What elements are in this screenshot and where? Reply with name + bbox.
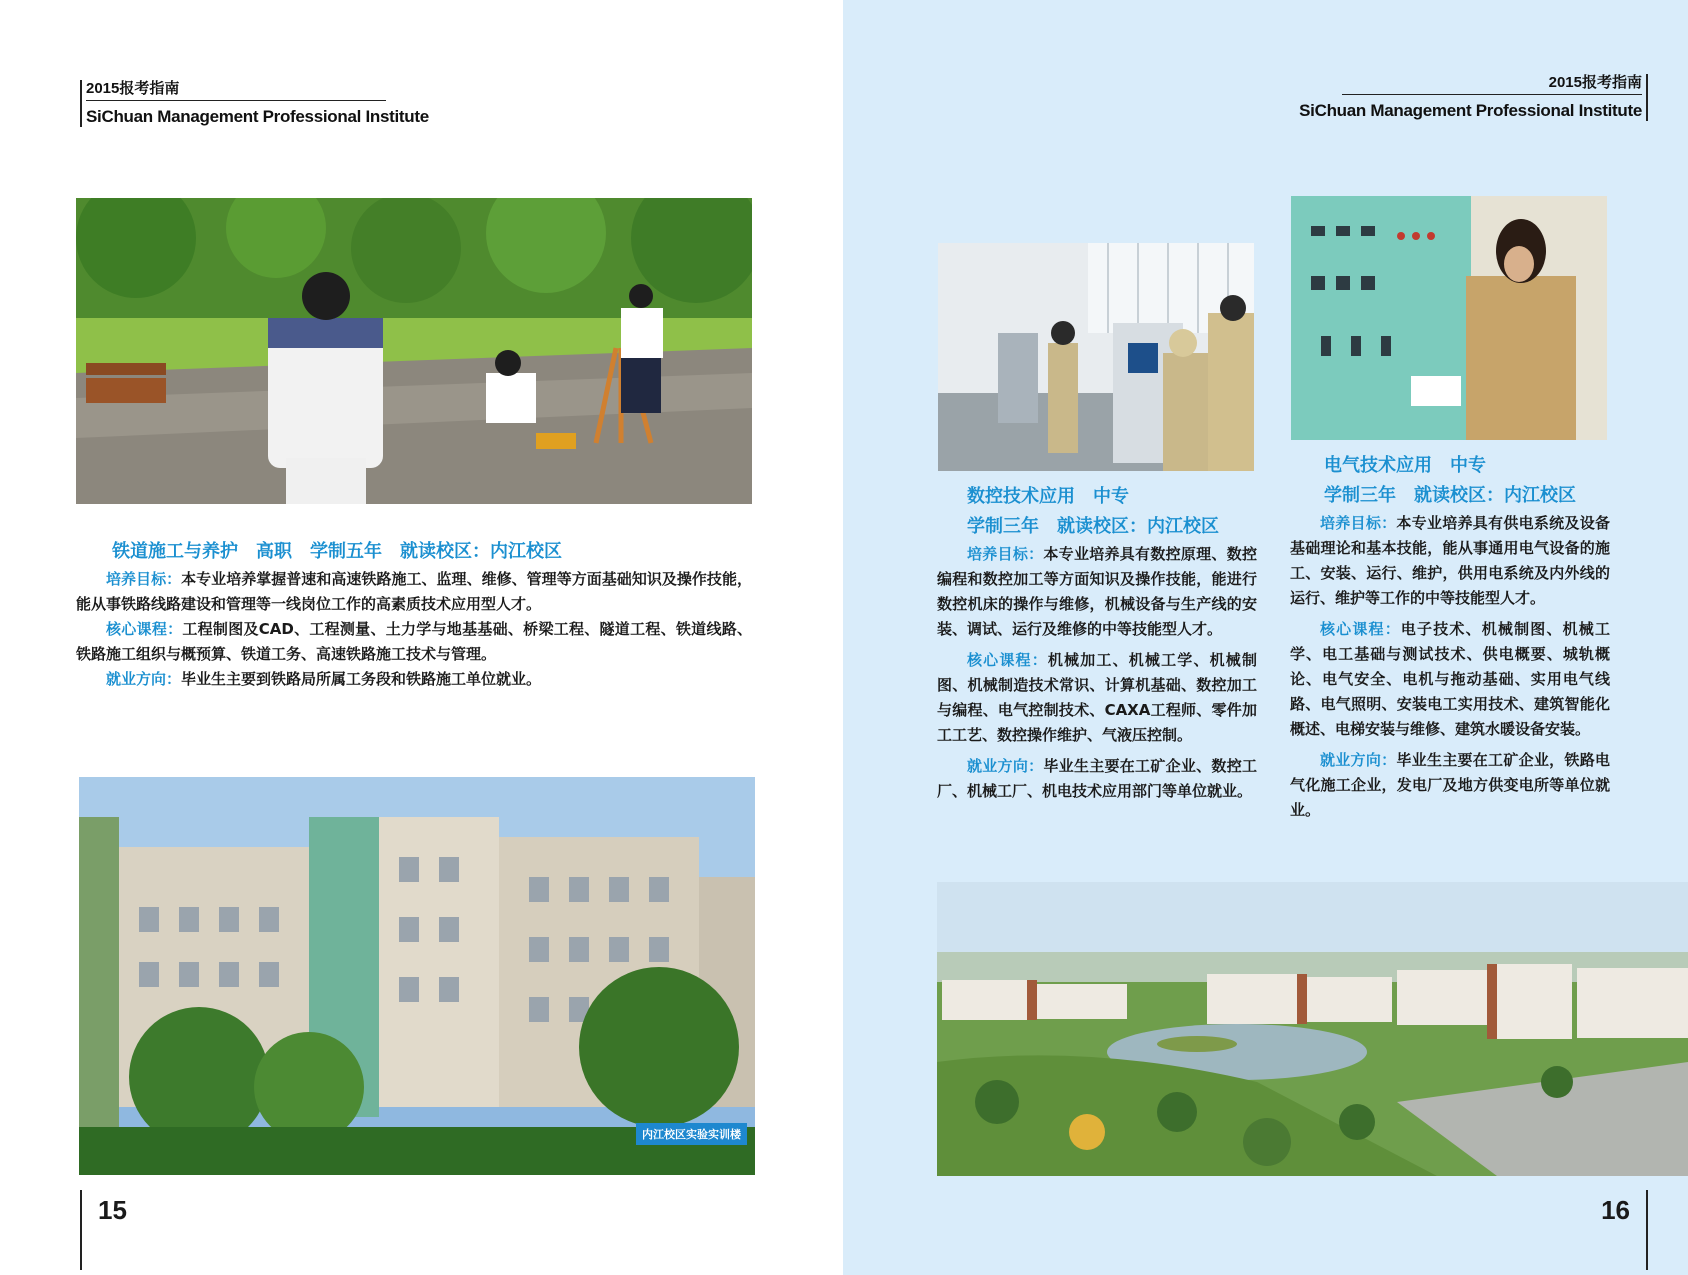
elec-program-name: 电气技术应用 [1324, 455, 1432, 476]
training-building-photo [79, 777, 755, 1175]
railway-program-title [76, 537, 752, 567]
cnc-jobs [937, 754, 1257, 804]
elec-program-duration: 学制三年 [1324, 485, 1396, 506]
elec-goal-label: 培养目标： [1320, 514, 1397, 532]
program-name: 铁道施工与养护 [112, 541, 238, 562]
cnc-program-duration: 学制三年 [967, 516, 1039, 537]
program-campus: 就读校区：内江校区 [400, 541, 562, 562]
program-courses [76, 617, 752, 667]
cnc-jobs-text: 毕业生主要在工矿企业、数控工厂、机械工厂、机电技术应用部门等单位就业。 [937, 757, 1257, 800]
surveying-students-photo [76, 198, 752, 504]
campus-aerial-photo [937, 882, 1688, 1176]
railway-program-block [76, 537, 752, 692]
institute-name: SiChuan Management Professional Institute [1299, 101, 1642, 120]
courses-label: 核心课程： [106, 620, 183, 638]
cnc-goal-text: 本专业培养具有数控原理、数控编程和数控加工等方面知识及操作技能，能进行数控机床的操作与维修，机械设备与生产线的安装、调试、运行及维修的中等技能型人才。 [937, 545, 1257, 638]
cnc-goal-label: 培养目标： [967, 545, 1044, 563]
right-header [1299, 74, 1648, 121]
cnc-program-level: 中专 [1093, 486, 1129, 507]
guide-title: 2015报考指南 [86, 80, 386, 101]
program-goal [76, 567, 752, 617]
elec-jobs-label: 就业方向： [1320, 751, 1397, 769]
page-number-right: 16 [1601, 1190, 1648, 1270]
goal-label: 培养目标： [106, 570, 182, 588]
cnc-program-block [937, 482, 1257, 804]
elec-goal [1290, 511, 1610, 611]
jobs-label: 就业方向： [106, 670, 182, 688]
guide-title: 2015报考指南 [1342, 74, 1642, 95]
cnc-courses [937, 648, 1257, 748]
cnc-courses-text: 机械加工、机械工学、机械制图、机械制造技术常识、计算机基础、数控加工与编程、电气控制技术、CAXA工程师、零件加工工艺、数控操作维护、气液压控制。 [937, 651, 1257, 744]
jobs-text: 毕业生主要到铁路局所属工务段和铁路施工单位就业。 [181, 670, 542, 688]
cnc-workshop-photo [938, 243, 1254, 471]
program-jobs [76, 667, 752, 692]
cnc-program-campus: 就读校区：内江校区 [1057, 516, 1219, 537]
elec-courses-label: 核心课程： [1320, 620, 1401, 638]
left-page [0, 0, 843, 1275]
building-caption: 内江校区实验实训楼 [636, 1123, 747, 1145]
goal-text: 本专业培养掌握普速和高速铁路施工、监理、维修、管理等方面基础知识及操作技能，能从事铁路线路建设和管理等一线岗位工作的高素质技术应用型人才。 [76, 570, 752, 613]
elec-program-title-line2 [1290, 481, 1610, 511]
courses-text: 工程制图及CAD、工程测量、土力学与地基基础、桥梁工程、隧道工程、铁道线路、铁路施工组织与概预算、铁道工务、高速铁路施工技术与管理。 [76, 620, 752, 663]
cnc-goal [937, 542, 1257, 642]
institute-name: SiChuan Management Professional Institute [86, 107, 429, 126]
elec-program-title-line1 [1290, 451, 1610, 481]
elec-jobs [1290, 748, 1610, 823]
cnc-courses-label: 核心课程： [967, 651, 1048, 669]
electrical-lab-photo [1291, 196, 1607, 440]
elec-goal-text: 本专业培养具有供电系统及设备基础理论和基本技能，能从事通用电气设备的施工、安装、运行、维护，供用电系统及内外线的运行、维护等工作的中等技能型人才。 [1290, 514, 1610, 607]
elec-program-level: 中专 [1450, 455, 1486, 476]
cnc-program-title-line1 [937, 482, 1257, 512]
page-number-left: 15 [80, 1190, 127, 1270]
left-header [80, 80, 429, 127]
right-page [843, 0, 1688, 1275]
cnc-program-name: 数控技术应用 [967, 486, 1075, 507]
cnc-jobs-label: 就业方向： [967, 757, 1044, 775]
elec-jobs-text: 毕业生主要在工矿企业，铁路电气化施工企业，发电厂及地方供变电所等单位就业。 [1290, 751, 1610, 819]
elec-courses-text: 电子技术、机械制图、机械工学、电工基础与测试技术、供电概要、城轨概论、电气安全、电机与拖动基础、实用电气线路、电气照明、安装电工实用技术、建筑智能化概述、电梯安装与维修、建筑水暖设备安装。 [1290, 620, 1610, 738]
cnc-program-title-line2 [937, 512, 1257, 542]
electrical-program-block [1290, 451, 1610, 823]
program-duration: 学制五年 [310, 541, 382, 562]
elec-program-campus: 就读校区：内江校区 [1414, 485, 1576, 506]
program-level: 高职 [256, 541, 292, 562]
elec-courses [1290, 617, 1610, 742]
